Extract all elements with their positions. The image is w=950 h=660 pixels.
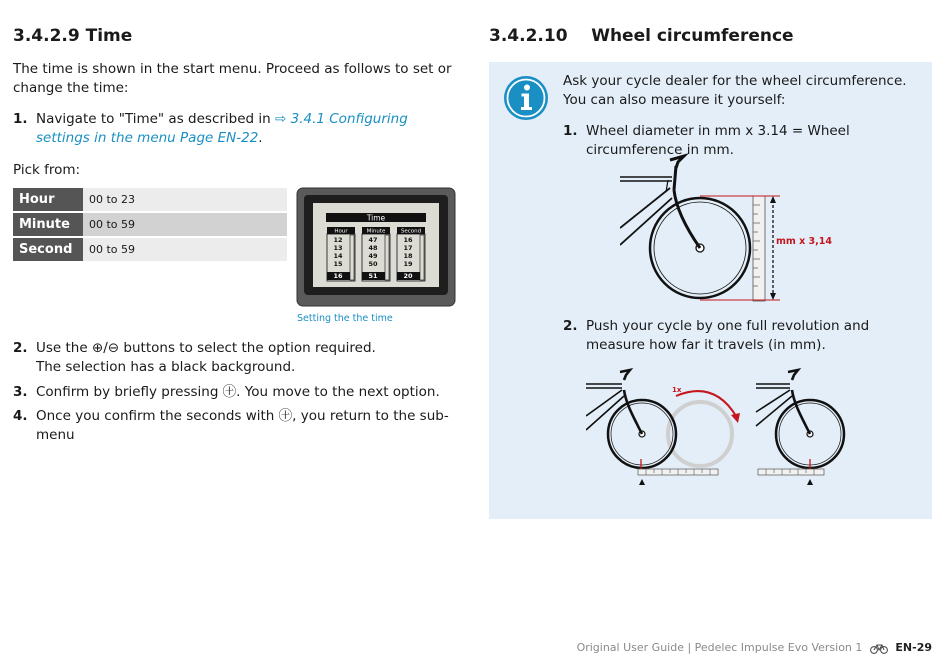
- step-2-line-1: Use the ⊕/⊖ buttons to select the option required.: [36, 340, 376, 356]
- step-4: Once you confirm the seconds with ㊉, you return to the sub-menu: [36, 408, 449, 443]
- display-value-selected: 16: [333, 272, 343, 280]
- display-header: Minute: [366, 228, 386, 235]
- step-1-number: 1.: [13, 111, 28, 127]
- option-label: Minute: [13, 212, 83, 237]
- display-value: 18: [403, 252, 413, 260]
- wheel-step-1: Wheel diameter in mm x 3.14 = Wheel circumference in mm.: [586, 123, 850, 158]
- footer-text: Original User Guide | Pedelec Impulse Evo Version 1: [576, 641, 863, 654]
- time-display-illustration: [296, 187, 456, 307]
- display-header: Hour: [334, 228, 348, 235]
- pick-from-label: Pick from:: [13, 162, 81, 178]
- table-row: [13, 237, 287, 262]
- time-intro: The time is shown in the start menu. Proceed as follows to set or change the time:: [13, 61, 452, 96]
- step-1-text: Navigate to "Time" as described in: [36, 111, 271, 127]
- step-2-number: 2.: [13, 340, 28, 356]
- display-value: 12: [333, 236, 343, 244]
- display-value: 13: [333, 244, 343, 252]
- step-4-number: 4.: [13, 408, 28, 424]
- display-value: 50: [368, 260, 378, 268]
- display-header: Second: [400, 228, 422, 235]
- info-icon: [503, 75, 549, 121]
- diameter-formula-label: mm x 3,14: [776, 236, 832, 247]
- time-options-table: [13, 188, 287, 263]
- display-value-selected: 51: [368, 272, 378, 280]
- option-label: Second: [13, 237, 83, 262]
- display-title: Time: [366, 213, 386, 223]
- display-value: 48: [368, 244, 378, 252]
- step-2: [36, 339, 456, 376]
- step-1: [36, 110, 456, 147]
- option-value: 00 to 59: [83, 212, 287, 237]
- figure-caption: Setting the the time: [297, 313, 393, 324]
- wheel-rollout-figure: [586, 366, 851, 490]
- wheel-diameter-figure: [620, 150, 840, 306]
- display-value-selected: 20: [403, 272, 413, 280]
- step-3: Confirm by briefly pressing ㊉. You move to the next option.: [36, 384, 440, 400]
- step-3-number: 3.: [13, 384, 28, 400]
- display-value: 14: [333, 252, 343, 260]
- option-value: 00 to 23: [83, 188, 287, 212]
- display-value: 17: [403, 244, 413, 252]
- option-label: Hour: [13, 188, 83, 212]
- section-heading-wheel-circumference: 3.4.2.10 Wheel circumference: [489, 26, 794, 46]
- display-value: 16: [403, 236, 413, 244]
- wheel-step-2: Push your cycle by one full revolution and measure how far it travels (in mm).: [586, 318, 870, 353]
- display-value: 15: [333, 260, 343, 268]
- bicycle-icon: [870, 643, 888, 654]
- table-row: [13, 212, 287, 237]
- configuring-settings-link[interactable]: ⇨ 3.4.1 Configuring settings in the menu Page EN-22: [36, 111, 408, 146]
- table-row: [13, 188, 287, 212]
- wheel-step-2-number: 2.: [563, 318, 578, 334]
- page-number: EN-29: [895, 641, 932, 654]
- display-value: 47: [368, 236, 378, 244]
- step-1-end: .: [258, 129, 263, 146]
- display-value: 49: [368, 252, 378, 260]
- step-2-line-2: The selection has a black background.: [36, 358, 296, 375]
- option-value: 00 to 59: [83, 237, 287, 262]
- display-value: 19: [403, 260, 413, 268]
- section-heading-time: 3.4.2.9 Time: [13, 26, 133, 46]
- wheel-step-1-number: 1.: [563, 123, 578, 139]
- revolution-label: 1x: [672, 386, 682, 394]
- page-footer: [577, 641, 932, 654]
- wheel-intro: Ask your cycle dealer for the wheel circumference. You can also measure it yourself:: [563, 73, 907, 108]
